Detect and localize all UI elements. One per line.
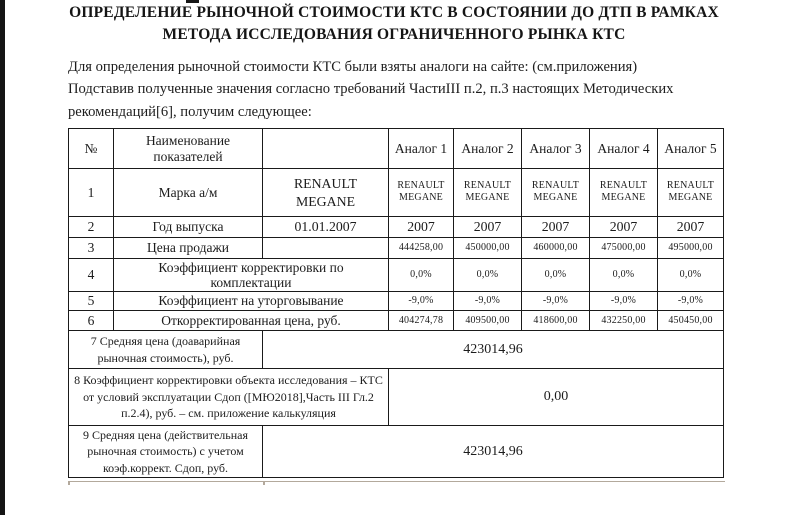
- header-analog-4: Аналог 4: [590, 129, 658, 169]
- table-row-3: [69, 238, 724, 259]
- intro-paragraph: [68, 56, 728, 123]
- row4-analog-3: 0,0%: [522, 259, 590, 292]
- next-row-stub-left: [68, 481, 70, 485]
- row3-value: [263, 238, 389, 259]
- table-header-row: [69, 129, 724, 169]
- row5-analog-2: -9,0%: [454, 292, 522, 311]
- row4-label: Коэффициент корректировки по комплектации: [114, 259, 389, 292]
- header-analog-5: Аналог 5: [658, 129, 724, 169]
- intro-line3: рекомендаций[6], получим следующее:: [68, 103, 312, 120]
- row3-analog-2: 450000,00: [454, 238, 522, 259]
- header-analog-2: Аналог 2: [454, 129, 522, 169]
- page-title-line2: МЕТОДА ИССЛЕДОВАНИЯ ОГРАНИЧЕННОГО РЫНКА КТС: [162, 25, 626, 43]
- row5-label: Коэффициент на уторговывание: [114, 292, 389, 311]
- header-name: Наименование показателей: [114, 129, 263, 169]
- row4-analog-4: 0,0%: [590, 259, 658, 292]
- row1-analog-2: RENAULT MEGANE: [454, 169, 522, 217]
- next-row-stub-mid: [263, 481, 265, 485]
- table-row-5: [69, 292, 724, 311]
- row2-label: Год выпуска: [114, 217, 263, 238]
- intro-line1: Для определения рыночной стоимости КТС были взяты аналоги на сайте: (см.приложения): [68, 59, 638, 75]
- row2-analog-3: 2007: [522, 217, 590, 238]
- row2-analog-4: 2007: [590, 217, 658, 238]
- summary8-value: 0,00: [389, 369, 724, 426]
- row2-value: 01.01.2007: [263, 217, 389, 238]
- header-analog-1: Аналог 1: [389, 129, 454, 169]
- row1-analog-4: RENAULT MEGANE: [590, 169, 658, 217]
- row4-analog-1: 0,0%: [389, 259, 454, 292]
- row5-analog-5: -9,0%: [658, 292, 724, 311]
- row3-analog-4: 475000,00: [590, 238, 658, 259]
- row1-analog-5: RENAULT MEGANE: [658, 169, 724, 217]
- row6-label: Откорректированная цена, руб.: [114, 311, 389, 331]
- row1-label: Марка а/м: [114, 169, 263, 217]
- intro-line2: Подставив полученные значения согласно требований ЧастиIII п.2, п.3 настоящих Методических: [68, 81, 674, 98]
- row4-analog-2: 0,0%: [454, 259, 522, 292]
- row2-num: 2: [69, 217, 114, 238]
- row5-analog-1: -9,0%: [389, 292, 454, 311]
- row1-value: RENAULT MEGANE: [263, 169, 389, 217]
- row6-analog-5: 450450,00: [658, 311, 724, 331]
- next-row-partial-border: [68, 481, 725, 482]
- summary9-value: 423014,96: [263, 426, 724, 478]
- row4-analog-5: 0,0%: [658, 259, 724, 292]
- row5-analog-3: -9,0%: [522, 292, 590, 311]
- row6-analog-4: 432250,00: [590, 311, 658, 331]
- row3-label: Цена продажи: [114, 238, 263, 259]
- summary7-label: 7 Средняя цена (доаварийная рыночная стоимость), руб.: [69, 331, 263, 369]
- summary9-label: 9 Средняя цена (действительная рыночная стоимость) с учетом коэф.коррект. Сдоп, руб.: [69, 426, 263, 478]
- analogs-table: [68, 128, 724, 478]
- row6-num: 6: [69, 311, 114, 331]
- row6-analog-1: 404274,78: [389, 311, 454, 331]
- row6-analog-3: 418600,00: [522, 311, 590, 331]
- row3-analog-3: 460000,00: [522, 238, 590, 259]
- row2-analog-2: 2007: [454, 217, 522, 238]
- row3-num: 3: [69, 238, 114, 259]
- header-num: №: [69, 129, 114, 169]
- table-row-4: [69, 259, 724, 292]
- row4-num: 4: [69, 259, 114, 292]
- row5-analog-4: -9,0%: [590, 292, 658, 311]
- table-row-1: [69, 169, 724, 217]
- row6-analog-2: 409500,00: [454, 311, 522, 331]
- row3-analog-1: 444258,00: [389, 238, 454, 259]
- row2-analog-1: 2007: [389, 217, 454, 238]
- row3-analog-5: 495000,00: [658, 238, 724, 259]
- summary-row-7: [69, 331, 724, 369]
- header-value: [263, 129, 389, 169]
- summary7-value: 423014,96: [263, 331, 724, 369]
- page-title: [8, 2, 780, 45]
- row5-num: 5: [69, 292, 114, 311]
- row1-analog-3: RENAULT MEGANE: [522, 169, 590, 217]
- summary-row-8: [69, 369, 724, 426]
- table-row-6: [69, 311, 724, 331]
- table-row-2: [69, 217, 724, 238]
- page-title-line1: ОПРЕДЕЛЕНИЕ РЫНОЧНОЙ СТОИМОСТИ КТС В СОСТОЯНИИ ДО ДТП В РАМКАХ: [69, 4, 719, 21]
- summary8-label: 8 Коэффициент корректировки объекта исследования – КТС от условий эксплуатации Сдоп ([МЮ2018],Часть III Гл.2 п.2.4), руб. – см. приложение калькуляция: [69, 369, 389, 426]
- row1-analog-1: RENAULT MEGANE: [389, 169, 454, 217]
- summary-row-9: [69, 426, 724, 478]
- row1-num: 1: [69, 169, 114, 217]
- scan-left-edge: [0, 0, 5, 515]
- header-analog-3: Аналог 3: [522, 129, 590, 169]
- row2-analog-5: 2007: [658, 217, 724, 238]
